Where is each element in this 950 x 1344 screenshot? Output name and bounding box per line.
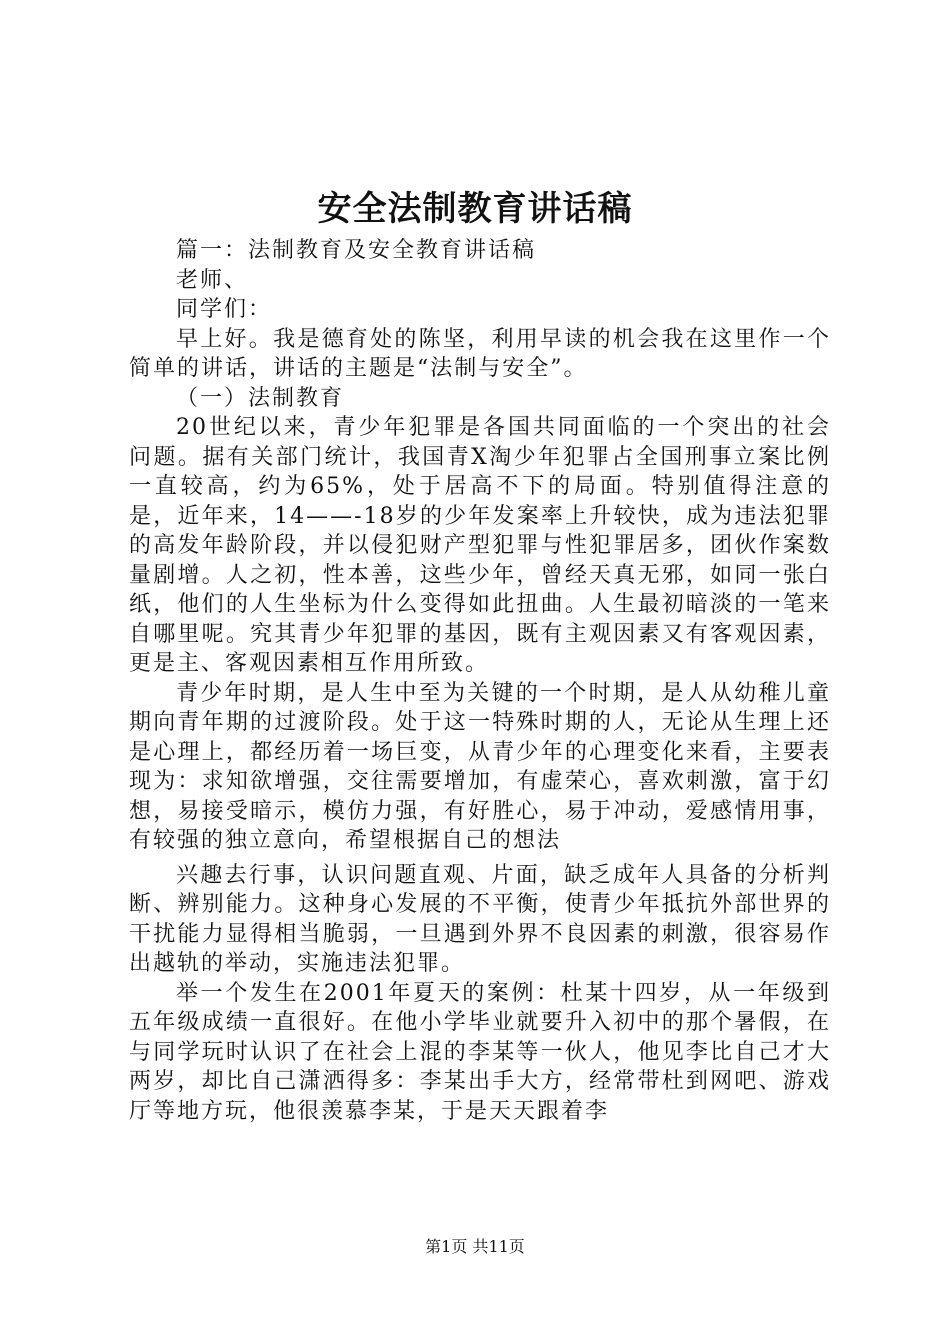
- subsection-heading: （一）法制教育: [176, 385, 345, 411]
- page-footer: 第1页 共11页: [425, 1237, 525, 1256]
- section-heading: 篇一：法制教育及安全教育讲话稿: [176, 238, 537, 263]
- salutation-line: 同学们：: [176, 297, 273, 322]
- paragraph: 早上好。我是德育处的陈坚，利用早读的机会我在这里作一个简单的讲话，讲话的主题是“法制与安全”。: [129, 326, 831, 381]
- paragraph: 青少年时期，是人生中至为关键的一个时期，是人从幼稚儿童期向青年期的过渡阶段。处于这一特殊时期的人，无论从生理上还是心理上，都经历着一场巨变，从青少年的心理变化来看，主要表现为：求知欲增强，交往需要增加，有虚荣心，喜欢刺激，富于幻想，易接受暗示，模仿力强，有好胜心，易于冲动，爱感情用事，有较强的独立意向，希望根据自己的想法: [129, 680, 831, 853]
- document-body: [129, 236, 831, 1126]
- paragraph: 20世纪以来，青少年犯罪是各国共同面临的一个突出的社会问题。据有关部门统计，我国青X淘少年犯罪占全国刑事立案比例一直较高，约为65%，处于居高不下的局面。特别值得注意的是，近年来，14——-18岁的少年发案率上升较快，成为违法犯罪的高发年龄阶段，并以侵犯财产型犯罪与性犯罪居多，团伙作案数量剧增。人之初，性本善，这些少年，曾经天真无邪，如同一张白纸，他们的人生坐标为什么变得如此扭曲。人生最初暗淡的一笔来自哪里呢。究其青少年犯罪的基因，既有主观因素又有客观因素，更是主、客观因素相互作用所致。: [129, 415, 831, 676]
- paragraph: 兴趣去行事，认识问题直观、片面，缺乏成年人具备的分析判断、辨别能力。这种身心发展的不平衡，使青少年抵抗外部世界的干扰能力显得相当脆弱，一旦遇到外界不良因素的刺激，很容易作出越轨的举动，实施违法犯罪。: [129, 862, 831, 976]
- document-title: 安全法制教育讲话稿: [317, 189, 633, 229]
- salutation-line: 老师、: [176, 267, 249, 293]
- paragraph: 举一个发生在2001年夏天的案例：杜某十四岁，从一年级到五年级成绩一直很好。在他小学毕业就要升入初中的那个暑假，在与同学玩时认识了在社会上混的李某等一伙人，他见李比自己才大两岁，却比自己潇洒得多：李某出手大方，经常带杜到网吧、游戏厅等地方玩，他很羡慕李某，于是天天跟着李: [129, 980, 831, 1124]
